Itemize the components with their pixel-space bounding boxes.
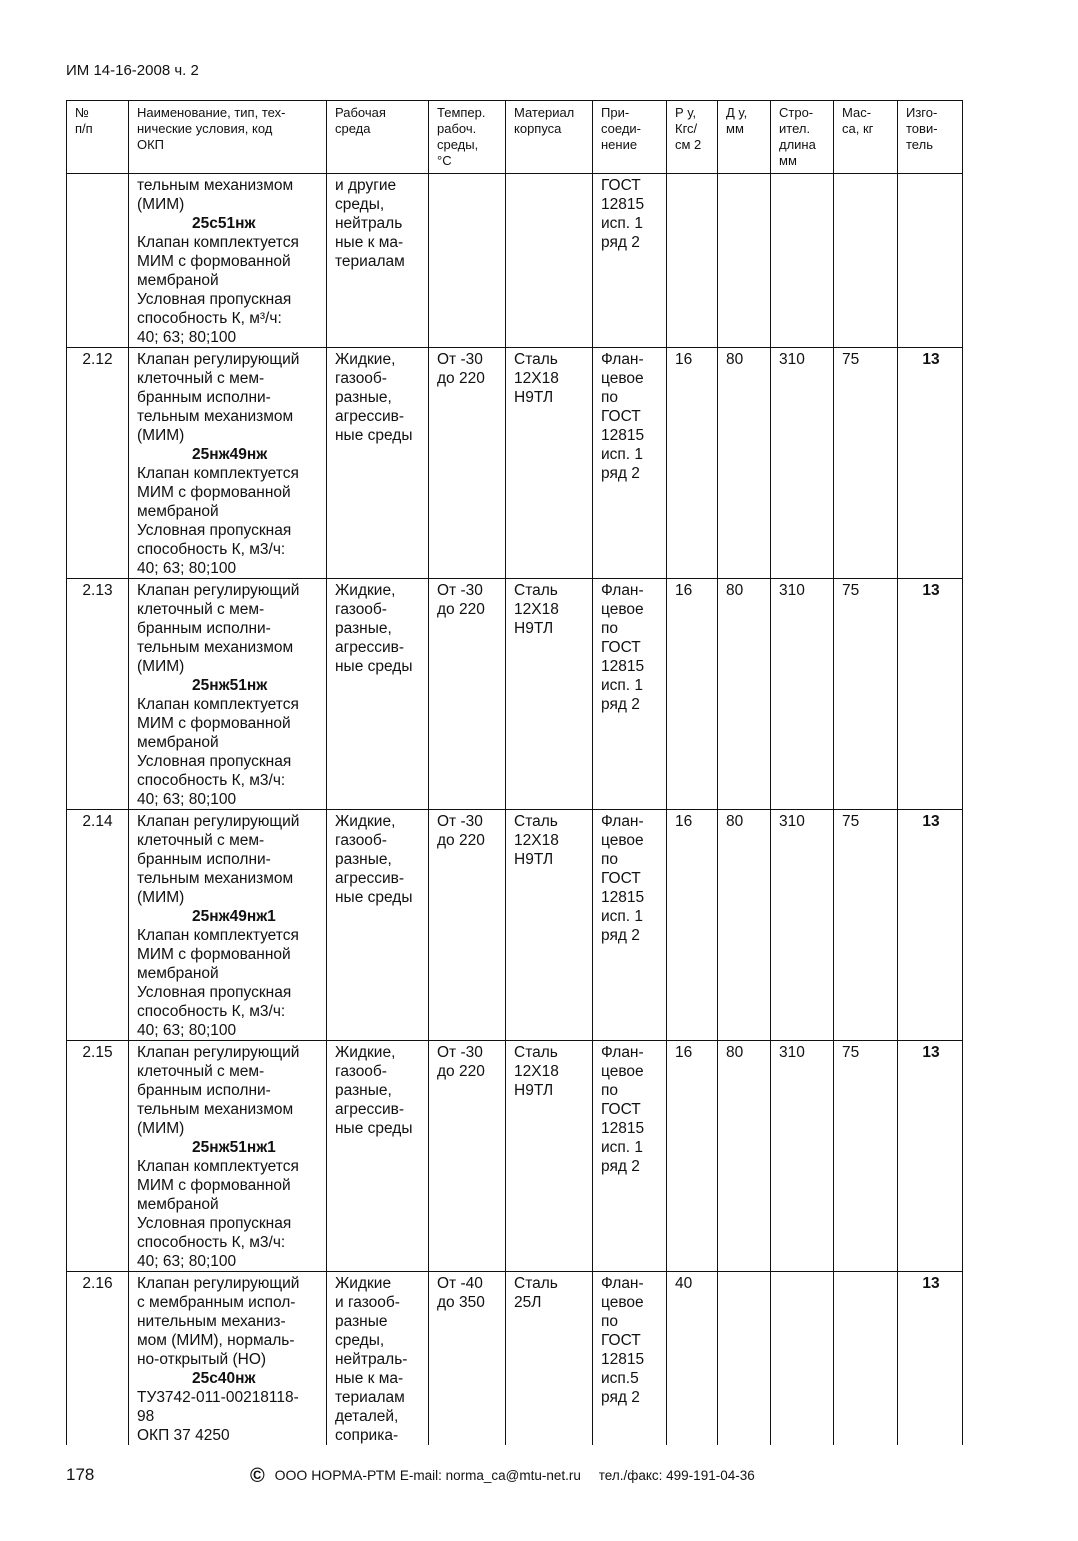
valve-code: 25с51нж — [192, 215, 256, 232]
cell-mass — [834, 174, 898, 348]
footer-company: ООО НОРМА-РТМ — [274, 1467, 396, 1483]
cell-length: 310 — [771, 1041, 834, 1272]
name-details: Клапан комплектуется МИМ с формованной мембраной Условная пропускная способность К, м³/ч: 40; 63; 80;100 — [137, 234, 299, 346]
valve-code: 25нж51нж1 — [192, 1139, 276, 1156]
cell-mass: 75 — [834, 579, 898, 810]
cell-material: Сталь 12Х18 Н9ТЛ — [506, 1041, 593, 1272]
cell-number: 2.16 — [67, 1272, 129, 1446]
table-header-row — [67, 101, 963, 174]
cell-name — [129, 174, 327, 348]
cell-mass: 75 — [834, 348, 898, 579]
copyright-icon: © — [250, 1465, 265, 1487]
cell-number: 2.14 — [67, 810, 129, 1041]
cell-mass: 75 — [834, 1041, 898, 1272]
footer-copyright — [250, 1465, 755, 1488]
name-details: Клапан комплектуется МИМ с формованной мембраной Условная пропускная способность К, м3/ч: 40; 63; 80;100 — [137, 1158, 299, 1270]
cell-name — [129, 1272, 327, 1446]
col-header-name: Наименование, тип, тех- нические условия, код ОКП — [129, 101, 327, 174]
cell-manufacturer: 13 — [898, 1041, 963, 1272]
cell-manufacturer: 13 — [898, 1272, 963, 1446]
cell-manufacturer: 13 — [898, 810, 963, 1041]
col-header-material: Материал корпуса — [506, 101, 593, 174]
valves-table-container — [66, 100, 962, 1445]
table-row — [67, 348, 963, 579]
cell-medium: Жидкие и газооб- разные среды, нейтраль- ные к ма- териалам деталей, соприка- — [327, 1272, 429, 1446]
col-header-number: № п/п — [67, 101, 129, 174]
cell-connection: Флан- цевое по ГОСТ 12815 исп. 1 ряд 2 — [593, 810, 667, 1041]
col-header-manufacturer: Изго- тови- тель — [898, 101, 963, 174]
valve-code: 25нж49нж1 — [192, 908, 276, 925]
col-header-mass: Мас- са, кг — [834, 101, 898, 174]
col-header-diameter: Д у, мм — [718, 101, 771, 174]
cell-diameter: 80 — [718, 579, 771, 810]
col-header-medium: Рабочая среда — [327, 101, 429, 174]
cell-diameter: 80 — [718, 348, 771, 579]
valves-table — [66, 100, 963, 1445]
name-description: тельным механизмом (МИМ) — [137, 177, 294, 213]
valve-code: 25нж51нж — [192, 677, 268, 694]
cell-material — [506, 174, 593, 348]
col-header-temperature: Темпер. рабоч. среды, °С — [429, 101, 506, 174]
cell-number — [67, 174, 129, 348]
cell-temperature: От -30 до 220 — [429, 1041, 506, 1272]
cell-medium: Жидкие, газооб- разные, агрессив- ные среды — [327, 348, 429, 579]
cell-pressure — [667, 174, 718, 348]
cell-connection: Флан- цевое по ГОСТ 12815 исп. 1 ряд 2 — [593, 579, 667, 810]
cell-temperature: От -30 до 220 — [429, 579, 506, 810]
page-number: 178 — [66, 1465, 95, 1484]
cell-length: 310 — [771, 579, 834, 810]
cell-temperature — [429, 174, 506, 348]
cell-name — [129, 1041, 327, 1272]
footer-phone: тел./факс: 499-191-04-36 — [598, 1468, 755, 1483]
cell-material: Сталь 12Х18 Н9ТЛ — [506, 579, 593, 810]
table-row — [67, 810, 963, 1041]
cell-diameter — [718, 1272, 771, 1446]
cell-name — [129, 579, 327, 810]
cell-manufacturer: 13 — [898, 348, 963, 579]
cell-temperature: От -30 до 220 — [429, 348, 506, 579]
valve-code: 25нж49нж — [192, 446, 268, 463]
cell-length: 310 — [771, 810, 834, 1041]
cell-material: Сталь 12Х18 Н9ТЛ — [506, 810, 593, 1041]
table-row — [67, 1272, 963, 1446]
cell-temperature: От -40 до 350 — [429, 1272, 506, 1446]
cell-material: Сталь 25Л — [506, 1272, 593, 1446]
cell-number: 2.12 — [67, 348, 129, 579]
cell-pressure: 16 — [667, 1041, 718, 1272]
table-row — [67, 1041, 963, 1272]
cell-diameter — [718, 174, 771, 348]
name-description: Клапан регулирующий с мембранным испол- нительным механиз- мом (МИМ), нормаль- но-открытый (НО) — [137, 1275, 300, 1368]
cell-connection: ГОСТ 12815 исп. 1 ряд 2 — [593, 174, 667, 348]
cell-length — [771, 1272, 834, 1446]
cell-pressure: 16 — [667, 348, 718, 579]
cell-connection: Флан- цевое по ГОСТ 12815 исп. 1 ряд 2 — [593, 1041, 667, 1272]
cell-diameter: 80 — [718, 1041, 771, 1272]
col-header-connection: При- соеди- нение — [593, 101, 667, 174]
name-description: Клапан регулирующий клеточный с мем- бранным исполни- тельным механизмом (МИМ) — [137, 351, 300, 444]
cell-medium: и другие среды, нейтраль ные к ма- териалам — [327, 174, 429, 348]
cell-name — [129, 810, 327, 1041]
cell-mass: 75 — [834, 810, 898, 1041]
cell-medium: Жидкие, газооб- разные, агрессив- ные среды — [327, 1041, 429, 1272]
cell-temperature: От -30 до 220 — [429, 810, 506, 1041]
cell-number: 2.13 — [67, 579, 129, 810]
col-header-length: Стро- ител. длина мм — [771, 101, 834, 174]
cell-diameter: 80 — [718, 810, 771, 1041]
cell-material: Сталь 12Х18 Н9ТЛ — [506, 348, 593, 579]
table-row — [67, 579, 963, 810]
footer-email: E-mail: norma_ca@mtu-net.ru — [399, 1468, 581, 1483]
cell-manufacturer: 13 — [898, 579, 963, 810]
name-description: Клапан регулирующий клеточный с мем- бранным исполни- тельным механизмом (МИМ) — [137, 813, 300, 906]
col-header-pressure: Р у, Кгс/ см 2 — [667, 101, 718, 174]
cell-connection: Флан- цевое по ГОСТ 12815 исп.5 ряд 2 — [593, 1272, 667, 1446]
name-details: Клапан комплектуется МИМ с формованной мембраной Условная пропускная способность К, м3/ч: 40; 63; 80;100 — [137, 696, 299, 808]
cell-name — [129, 348, 327, 579]
table-row — [67, 174, 963, 348]
cell-connection: Флан- цевое по ГОСТ 12815 исп. 1 ряд 2 — [593, 348, 667, 579]
cell-mass — [834, 1272, 898, 1446]
cell-medium: Жидкие, газооб- разные, агрессив- ные среды — [327, 810, 429, 1041]
name-description: Клапан регулирующий клеточный с мем- бранным исполни- тельным механизмом (МИМ) — [137, 582, 300, 675]
cell-pressure: 16 — [667, 810, 718, 1041]
valve-code: 25с40нж — [192, 1370, 256, 1387]
cell-number: 2.15 — [67, 1041, 129, 1272]
cell-length — [771, 174, 834, 348]
cell-pressure: 40 — [667, 1272, 718, 1446]
name-details: ТУ3742-011-00218118- 98 ОКП 37 4250 — [137, 1389, 299, 1444]
document-title: ИМ 14-16-2008 ч. 2 — [66, 62, 199, 79]
name-details: Клапан комплектуется МИМ с формованной мембраной Условная пропускная способность К, м3/ч: 40; 63; 80;100 — [137, 465, 299, 577]
cell-medium: Жидкие, газооб- разные, агрессив- ные среды — [327, 579, 429, 810]
cell-length: 310 — [771, 348, 834, 579]
name-description: Клапан регулирующий клеточный с мем- бранным исполни- тельным механизмом (МИМ) — [137, 1044, 300, 1137]
name-details: Клапан комплектуется МИМ с формованной мембраной Условная пропускная способность К, м3/ч: 40; 63; 80;100 — [137, 927, 299, 1039]
cell-manufacturer — [898, 174, 963, 348]
cell-pressure: 16 — [667, 579, 718, 810]
